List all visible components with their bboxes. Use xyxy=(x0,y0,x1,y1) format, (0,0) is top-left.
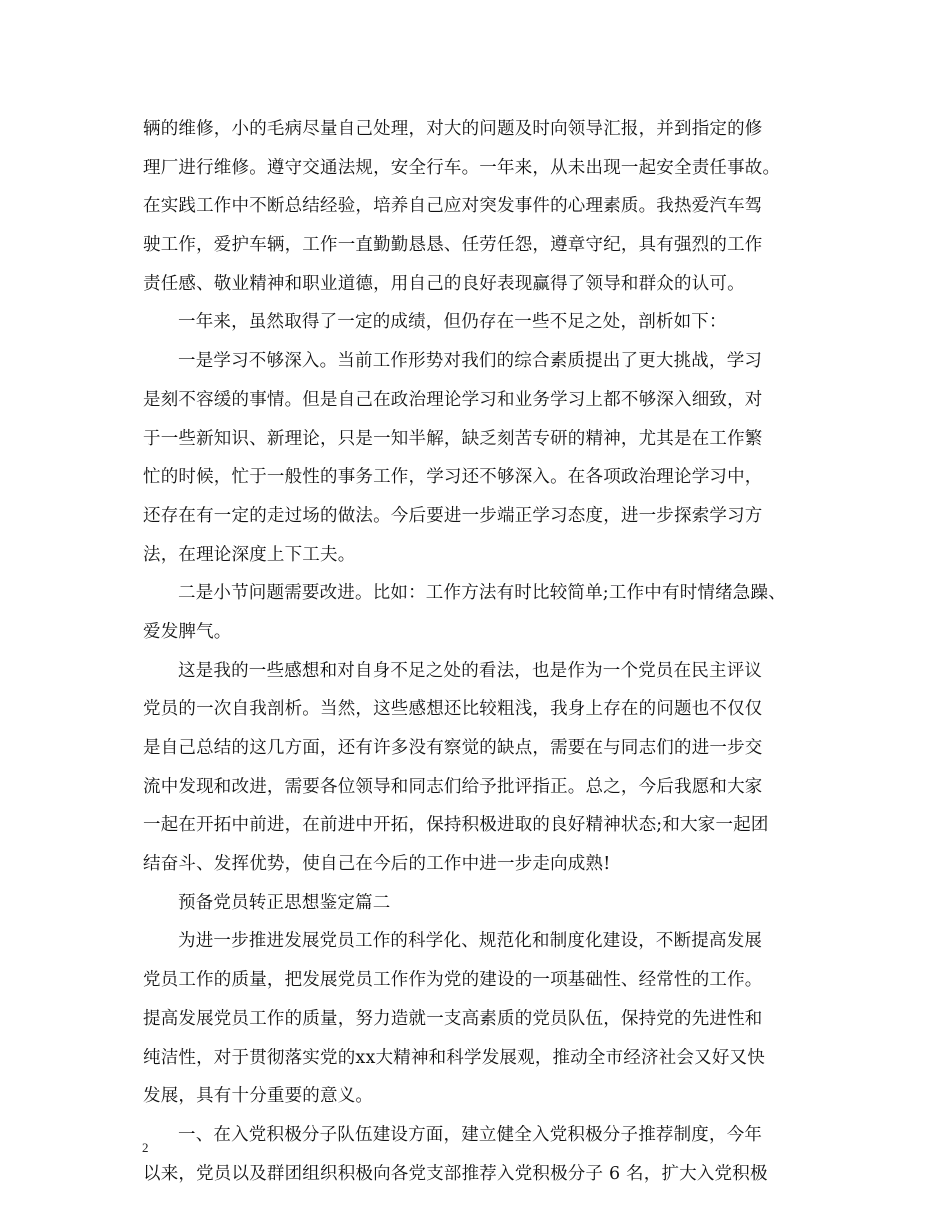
text-line: 党员工作的质量，把发展党员工作作为党的建设的一项基础性、经常性的工作。 xyxy=(143,970,763,991)
text-line: 发展，具有十分重要的意义。 xyxy=(143,1086,374,1107)
text-line: 驶工作，爱护车辆，工作一直勤勤恳恳、任劳任怨，遵章守纪，具有强烈的工作 xyxy=(143,235,763,256)
text-line: 是自己总结的这几方面，还有许多没有察觉的缺点，需要在与同志们的进一步交 xyxy=(143,738,763,758)
body-text xyxy=(143,110,819,1193)
text-line: 预备党员转正思想鉴定篇二 xyxy=(178,892,391,913)
text-line: 一年来，虽然取得了一定的成绩，但仍存在一些不足之处，剖析如下： xyxy=(178,312,727,333)
text-line: 这是我的一些感想和对自身不足之处的看法，也是作为一个党员在民主评议 xyxy=(178,660,763,681)
text-line: 一、在入党积极分子队伍建设方面，建立健全入党积极分子推荐制度，今年 xyxy=(178,1124,763,1145)
text-line: 于一些新知识、新理论，只是一知半解，缺乏刻苦专研的精神，尤其是在工作繁 xyxy=(143,428,763,449)
text-line: 二是小节问题需要改进。比如：工作方法有时比较简单;工作中有时情绪急躁、 xyxy=(178,583,786,604)
text-line: 提高发展党员工作的质量，努力造就一支高素质的党员队伍，保持党的先进性和 xyxy=(143,1008,763,1029)
text-line: 在实践工作中不断总结经验，培养自己应对突发事件的心理素质。我热爱汽车驾 xyxy=(143,196,763,217)
text-line: 法，在理论深度上下工夫。 xyxy=(143,544,356,565)
text-line: 理厂进行维修。遵守交通法规，安全行车。一年来，从未出现一起安全责任事故。 xyxy=(143,157,781,178)
text-line: 责任感、敬业精神和职业道德，用自己的良好表现赢得了领导和群众的认可。 xyxy=(143,273,745,294)
text-line: 为进一步推进发展党员工作的科学化、规范化和制度化建设，不断提高发展 xyxy=(178,931,763,952)
text-line: 爱发脾气。 xyxy=(143,621,232,642)
text-line: 还存在有一定的走过场的做法。今后要进一步端正学习态度，进一步探索学习方 xyxy=(143,505,763,526)
text-line: 纯洁性，对于贯彻落实党的xx大精神和科学发展观，推动全市经济社会又好又快 xyxy=(143,1047,765,1068)
text-line: 一起在开拓中前进，在前进中开拓，保持积极进取的良好精神状态;和大家一起团 xyxy=(143,815,769,836)
text-line: 结奋斗、发挥优势，使自己在今后的工作中进一步走向成熟! xyxy=(143,854,611,875)
text-line: 党员的一次自我剖析。当然，这些感想还比较粗浅，我身上存在的问题也不仅仅 xyxy=(143,699,763,720)
text-line: 辆的维修，小的毛病尽量自己处理，对大的问题及时向领导汇报，并到指定的修 xyxy=(143,119,763,139)
text-line: 是刻不容缓的事情。但是自己在政治理论学习和业务学习上都不够深入细致，对 xyxy=(143,389,763,410)
text-line: 以来，党员以及群团组织积极向各党支部推荐入党积极分子 6 名，扩大入党积极 xyxy=(143,1163,768,1184)
page-number: 2 xyxy=(142,1140,149,1155)
text-line: 忙的时候，忙于一般性的事务工作，学习还不够深入。在各项政治理论学习中， xyxy=(143,467,763,488)
text-line: 一是学习不够深入。当前工作形势对我们的综合素质提出了更大挑战，学习 xyxy=(178,351,763,372)
text-line: 流中发现和改进，需要各位领导和同志们给予批评指正。总之，今后我愿和大家 xyxy=(143,776,763,797)
